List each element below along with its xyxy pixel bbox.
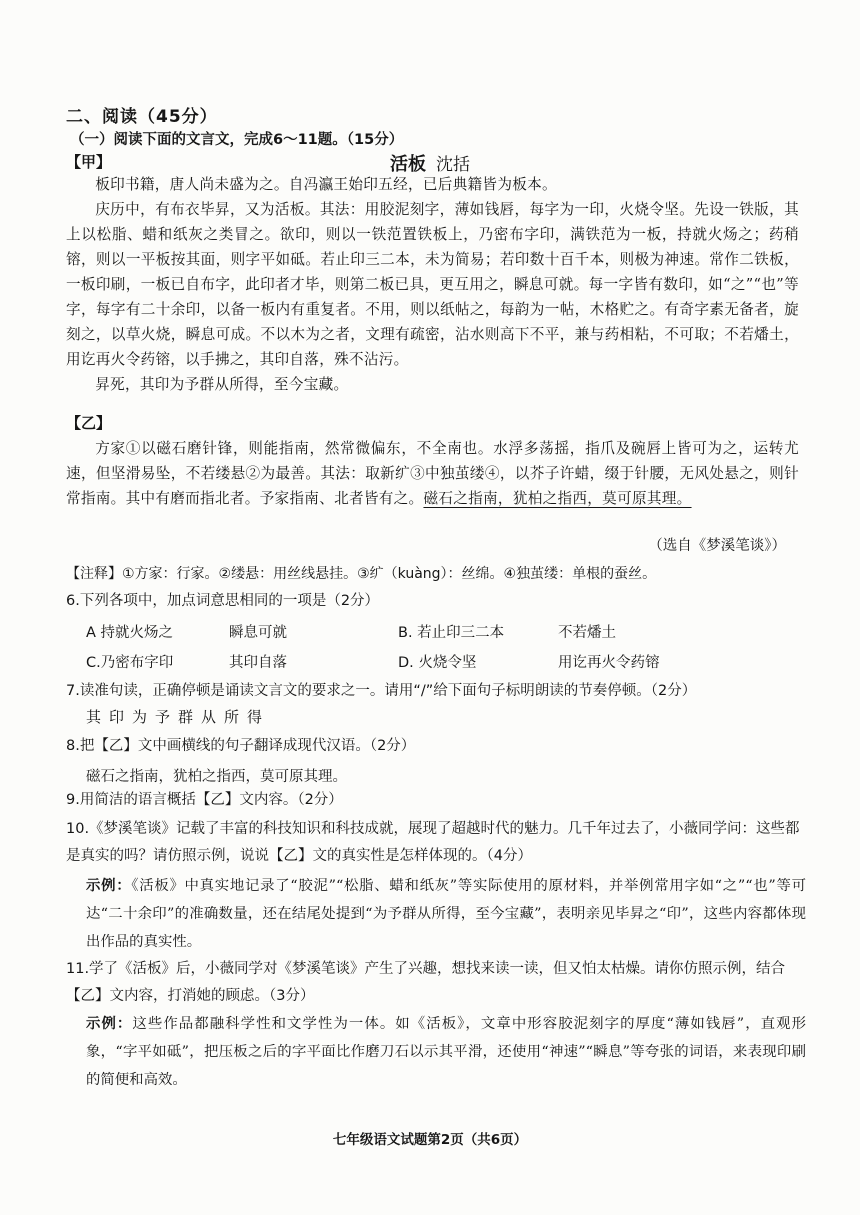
option-b-right: 不若燔土 xyxy=(558,625,616,641)
passage-yi-tag: 【乙】 xyxy=(66,414,112,432)
passage-yi xyxy=(66,436,799,511)
yi-paragraph-1 xyxy=(66,436,799,511)
jia-paragraph-2: 庆历中，有布衣毕昇，又为活板。其法：用胶泥刻字，薄如钱唇，每字为一印，火烧令坚。先设一铁版，其上以松脂、蜡和纸灰之类冒之。欲印，则以一铁范置铁板上，乃密布字印，满铁范为一板，持就火炀之；药稍镕，则以一平板按其面，则字平如砥。若止印三二本，未为简易；若印数十百千本，则极为神速。常作二铁板，一板印刷，一板已自布字，此印者才毕，则第二板已具，更互用之，瞬息可就。每一字皆有数印，如“之”“也”等字，每字有二十余印，以备一板内有重复者。不用，则以纸帖之，每韵为一帖，木格贮之。有奇字素无备者，旋刻之，以草火烧，瞬息可成。不以木为之者，文理有疏密，沾水则高下不平，兼与药相粘，不可取；不若燔土，用讫再火令药镕，以手拂之，其印自落，殊不沾污。 xyxy=(66,201,799,368)
question-10-stem: 10.《梦溪笔谈》记载了丰富的科技知识和科技成就，展现了超越时代的魅力。几千年过去了，小薇同学问：这些都是真实的吗？请仿照示例，说说【乙】文的真实性是怎样体现的。（4分） xyxy=(66,821,800,864)
question-9-stem: 9.用简洁的语言概括【乙】文内容。（2分） xyxy=(66,792,343,808)
question-11-example xyxy=(86,1010,806,1094)
option-a-left: A 持就火炀之 xyxy=(86,625,174,641)
section-title: 二、阅读（45分） xyxy=(66,107,218,127)
passage-jia-tag: 【甲】 xyxy=(66,153,112,171)
yi-text: 方家①以磁石磨针锋，则能指南，然常微偏东，不全南也。水浮多荡摇，指爪及碗唇上皆可为之，运转尤速，但坚滑易坠，不若缕悬②为最善。其法：取新纩③中独茧缕④，以芥子许蜡，缀于针腰，无风处悬之，则针常指南。其中有磨而指北者。予家指南、北者皆有之。 xyxy=(66,440,799,507)
passage-author: 沈括 xyxy=(436,155,470,175)
option-d-right: 用讫再火令药镕 xyxy=(558,655,660,671)
question-8-sentence: 磁石之指南，犹柏之指西，莫可原其理。 xyxy=(86,769,347,785)
option-a-right: 瞬息可就 xyxy=(229,625,287,641)
question-10-example xyxy=(86,872,806,956)
option-c-left: C.乃密布字印 xyxy=(86,655,174,671)
option-d-left: D. 火烧令坚 xyxy=(398,655,477,671)
annotations: 【注释】①方家：行家。②缕悬：用丝线悬挂。③纩（kuàng）：丝绵。④独茧缕：单根的蚕丝。 xyxy=(66,566,657,582)
question-11-stem: 11.学了《活板》后，小薇同学对《梦溪笔谈》产生了兴趣，想找来读一读，但又怕太枯燥。请你仿照示例，结合【乙】文内容，打消她的顾虑。（3分） xyxy=(66,961,786,1004)
yi-underlined-sentence: 磁石之指南，犹柏之指西，莫可原其理。 xyxy=(423,490,692,507)
jia-paragraph-3: 昇死，其印为予群从所得，至今宝藏。 xyxy=(95,376,349,393)
example-text: 《活板》中真实地记录了“胶泥”“松脂、蜡和纸灰”等实际使用的原材料，并举例常用字如“之”“也”等可达“二十余印”的准确数量，还在结尾处提到“为予群从所得，至今宝藏”，表明亲见毕昇之“印”，这些内容都体现出作品的真实性。 xyxy=(86,878,806,950)
passage-title: 活板 xyxy=(390,154,426,175)
page-footer: 七年级语文试题第2页（共6页） xyxy=(332,1132,528,1148)
option-c-right: 其印自落 xyxy=(229,655,287,671)
example-label: 示例： xyxy=(86,878,132,894)
passage-jia xyxy=(66,172,799,397)
example-text: 这些作品都融科学性和文学性为一体。如《活板》，文章中形容胶泥刻字的厚度“薄如钱唇”，直观形象，“字平如砥”，把压板之后的字平面比作磨刀石以示其平滑，还使用“神速”“瞬息”等夸张的词语，来表现印刷的简便和高效。 xyxy=(86,1016,806,1088)
question-7-sentence: 其印为予群从所得 xyxy=(86,708,271,726)
question-8-stem: 8.把【乙】文中画横线的句子翻译成现代汉语。（2分） xyxy=(66,738,416,754)
example-label: 示例： xyxy=(86,1016,133,1032)
jia-paragraph-1: 板印书籍，唐人尚未盛为之。自冯瀛王始印五经，已后典籍皆为板本。 xyxy=(95,176,557,193)
option-b-left: B. 若止印三二本 xyxy=(398,625,505,641)
question-7-stem: 7.读准句读，正确停顿是诵读文言文的要求之一。请用“/”给下面句子标明朗读的节奏停顿。（2分） xyxy=(66,683,697,699)
question-6-stem: 6.下列各项中，加点词意思相同的一项是（2分） xyxy=(66,593,380,609)
question-6-row-cd xyxy=(86,651,786,675)
question-6-row-ab xyxy=(86,621,786,645)
subsection-title: （一）阅读下面的文言文，完成6～11题。（15分） xyxy=(70,132,404,148)
source-citation: （选自《梦溪笔谈》） xyxy=(648,538,786,554)
